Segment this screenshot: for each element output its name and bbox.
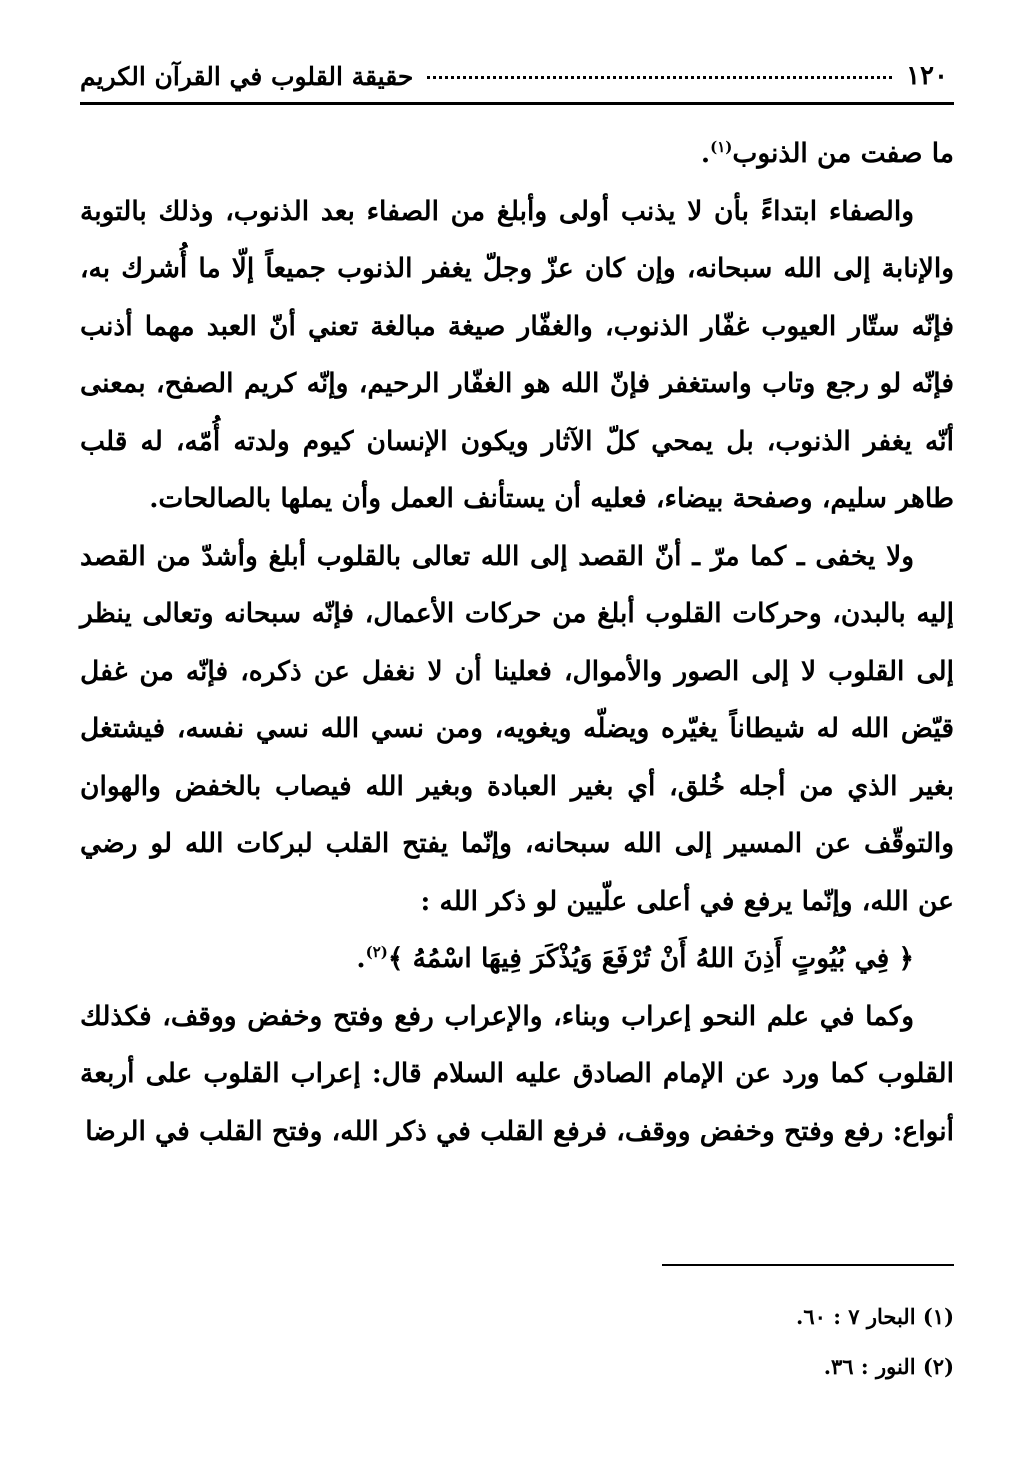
quran-verse (80, 930, 954, 988)
paragraph: وكما في علم النحو إعراب وبناء، والإعراب رفع وفتح وخفض ووقف، فكذلك القلوب كما ورد عن الإمام الصادق عليه السلام قال: إعراب القلوب على أربعة أنواع: رفع وفتح وخفض ووقف، فرفع القلب في ذكر الله، وفتح القلب في الرضا (80, 1000, 954, 1147)
page-number: ١٢٠ (906, 61, 948, 91)
paragraph-continuation (80, 125, 954, 183)
paragraph: والصفاء ابتداءً بأن لا يذنب أولى وأبلغ من الصفاء بعد الذنوب، وذلك بالتوبة والإنابة إلى الله سبحانه، وإن كان عزّ وجلّ يغفر الذنوب جميعاً إلّا ما أُشرك به، فإنّه ستّار العيوب غفّار الذنوب، والغفّار صيغة مبالغة تعني أنّ العبد مهما أذنب فإنّه لو رجع وتاب واستغفر فإنّ الله هو الغفّار الرحيم، وإنّه كريم الصفح، بمعنى أنّه يغفر الذنوب، بل يمحي كلّ الآثار ويكون الإنسان كيوم ولدته أُمّه، له قلب طاهر سليم، وصفحة بيضاء، فعليه أن يستأنف العمل وأن يملها بالصالحات. (80, 195, 954, 514)
paragraph-text: ما صفت من الذنوب (732, 138, 954, 169)
running-title: حقيقة القلوب في القرآن الكريم (80, 61, 414, 91)
paragraph-suffix: . (700, 138, 711, 169)
quran-verse-text: ﴿ فِي بُيُوتٍ أَذِنَ اللهُ أَنْ تُرْفَعَ وَيُذْكَرَ فِيهَا اسْمُهُ ﴾ (387, 943, 914, 974)
footnote-ref: (٢) (365, 943, 388, 962)
body-text (80, 125, 954, 1160)
footnote-item: (١) البحار ٧ : ٦٠. (796, 1304, 954, 1329)
footnote-divider (662, 1264, 954, 1266)
footnote-ref: (١) (710, 138, 733, 157)
book-page (80, 50, 954, 1160)
paragraph: ولا يخفى ـ كما مرّ ـ أنّ القصد إلى الله تعالى بالقلوب أبلغ وأشدّ من القصد إليه بالبدن، وحركات القلوب أبلغ من حركات الأعمال، فإنّه سبحانه وتعالى ينظر إلى القلوب لا إلى الصور والأموال، فعلينا أن لا نغفل عن ذكره، فإنّه من غفل قيّض الله له شيطاناً يغيّره ويضلّه ويغويه، ومن نسي الله نسي نفسه، فيشتغل بغير الذي من أجله خُلق، أي بغير العبادة وبغير الله فيصاب بالخفض والهوان والتوقّف عن المسير إلى الله سبحانه، وإنّما يفتح القلب لبركات الله لو رضي عن الله، وإنّما يرفع في أعلى علّيين لو ذكر الله : (80, 540, 954, 917)
footnotes (354, 1292, 954, 1392)
footnote-item: (٢) النور : ٣٦. (823, 1354, 954, 1379)
page-header (80, 50, 954, 105)
quran-verse-suffix: . (356, 943, 366, 974)
header-dotted-leader (427, 66, 892, 79)
